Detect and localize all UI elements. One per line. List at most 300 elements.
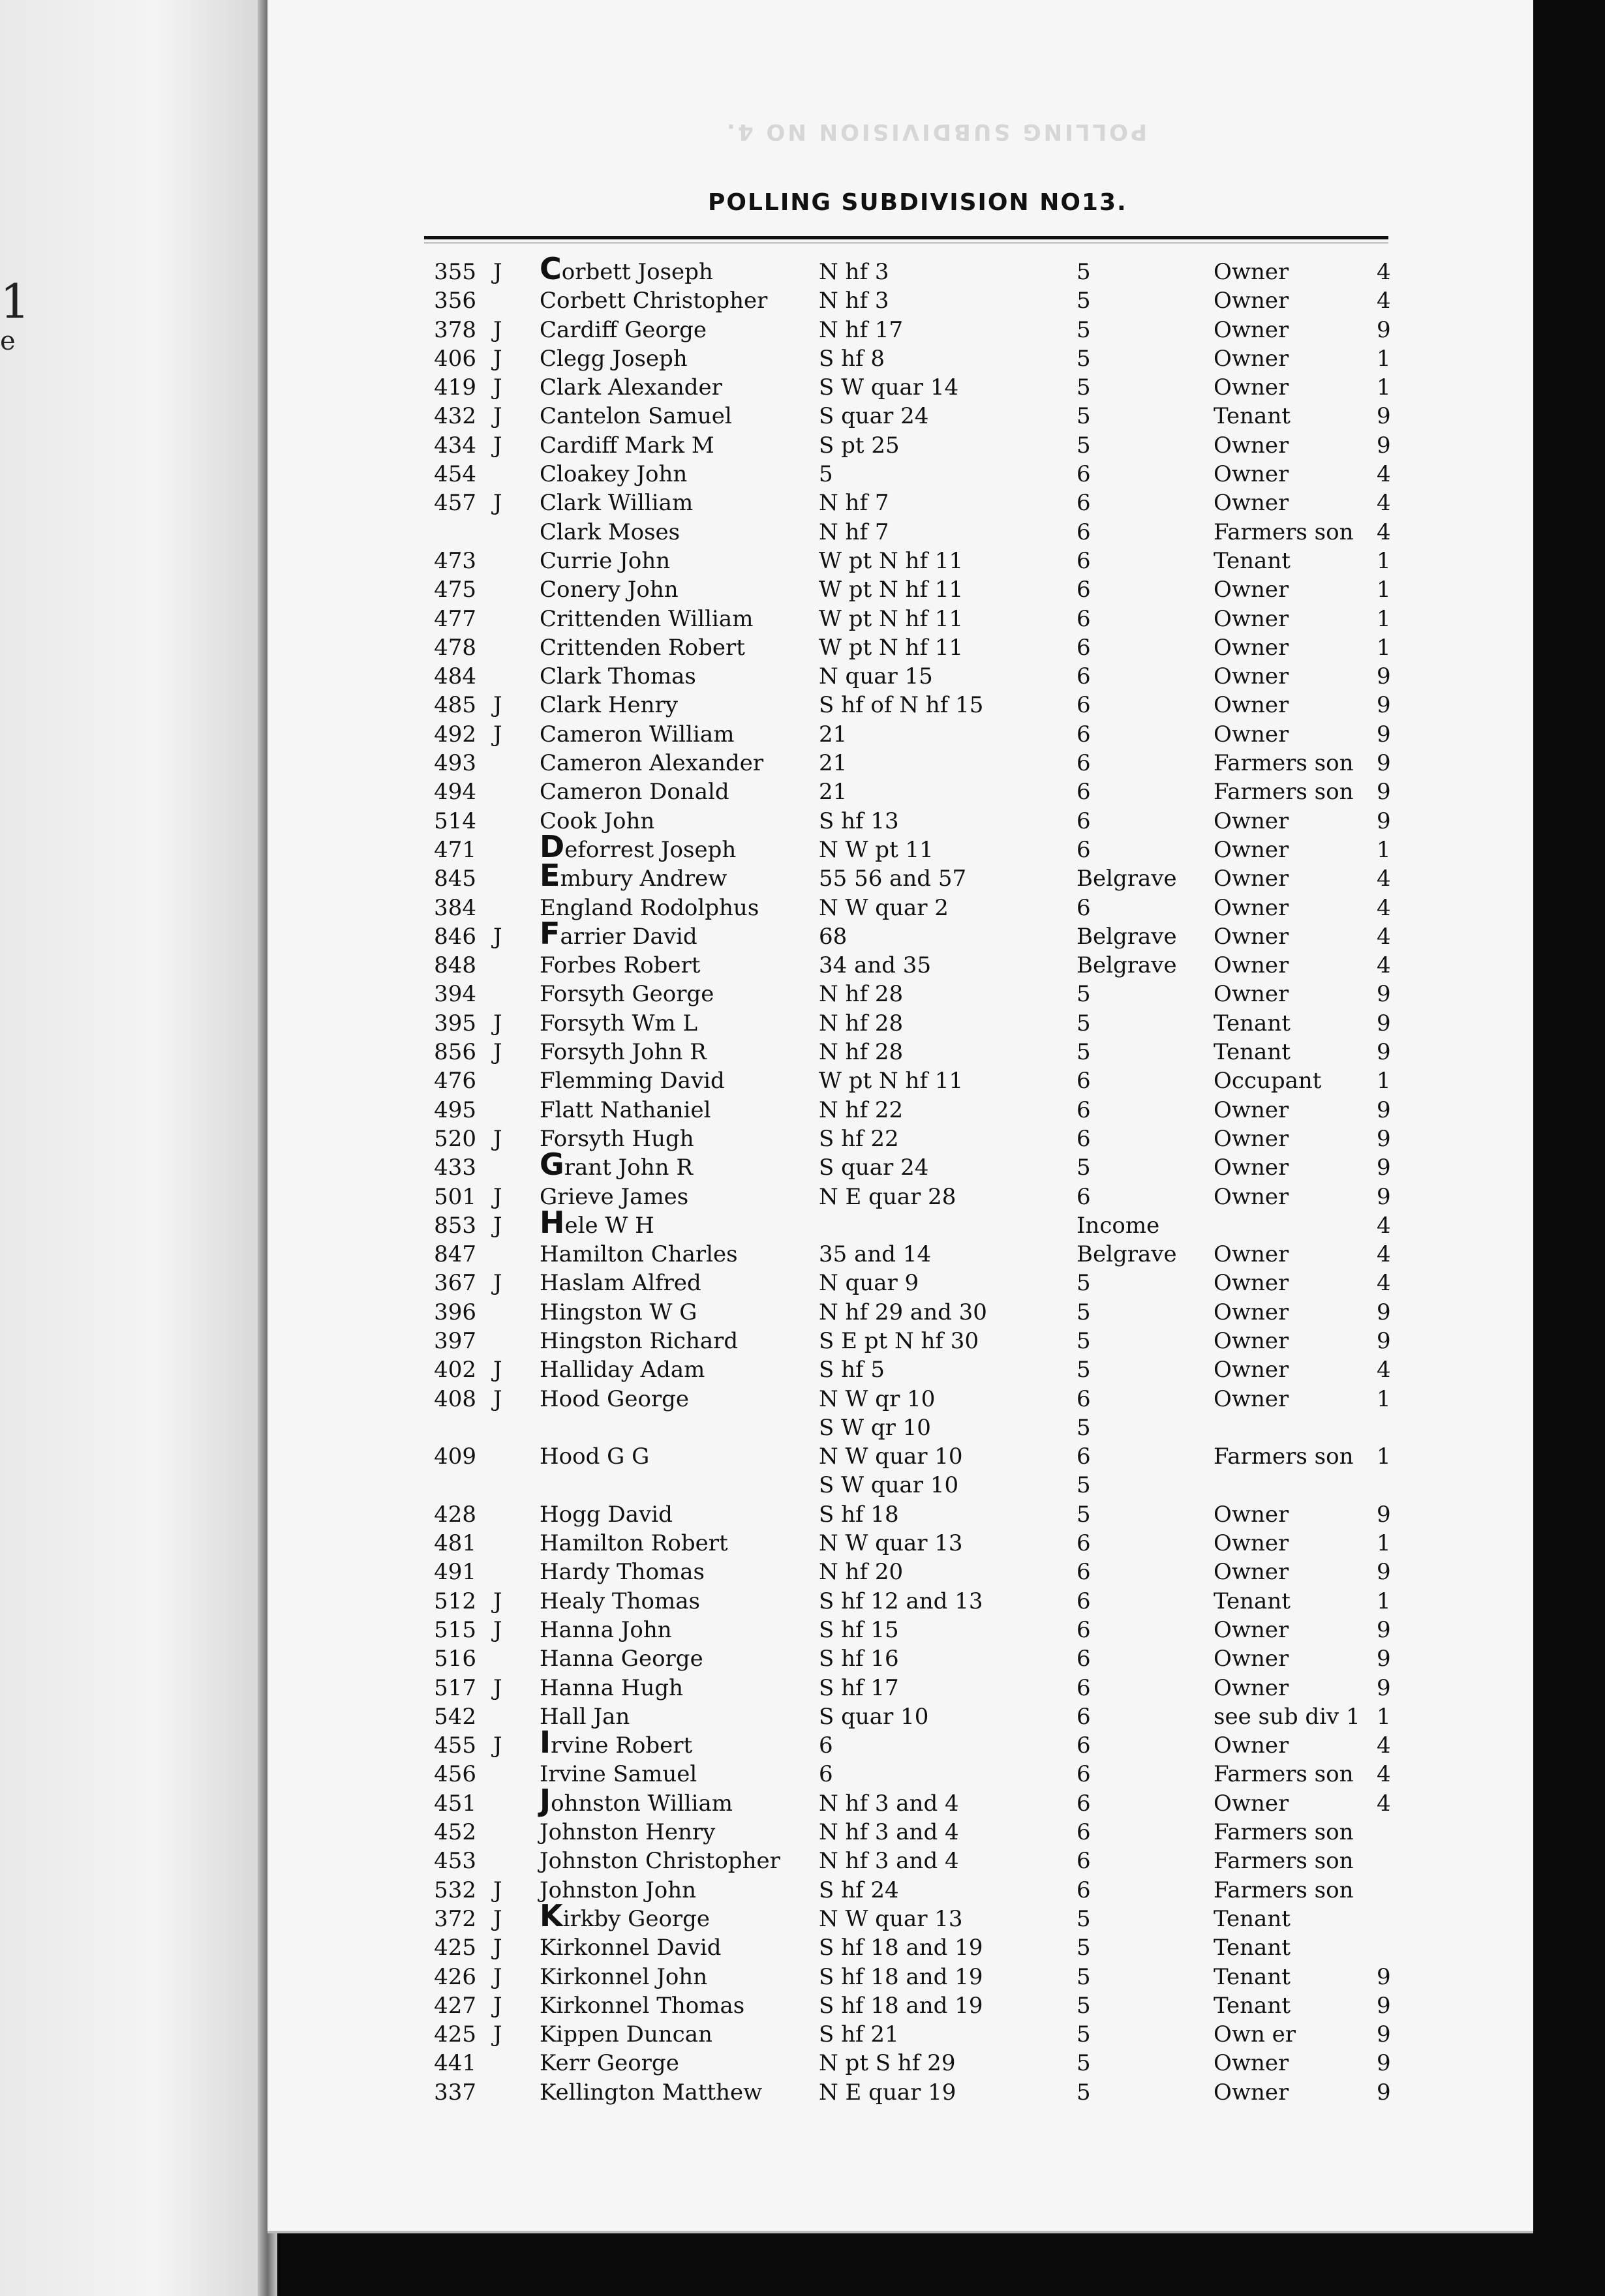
qualification: Owner [1214,663,1289,690]
voter-name: Cantelon Samuel [540,403,732,430]
voter-row [0,1587,1605,1616]
voter-number: 847 [434,1241,476,1268]
qualification: Farmers son [1214,1761,1354,1788]
class-code: 4 [1377,1732,1391,1759]
class-code: 1 [1377,1703,1391,1730]
concession: 6 [1077,1761,1091,1788]
voter-number: 495 [434,1096,476,1123]
qualification: Owner [1214,1299,1289,1325]
concession: 6 [1077,721,1091,748]
voter-number: 517 [434,1674,476,1701]
concession: 6 [1077,1877,1091,1903]
class-code: 4 [1377,259,1391,285]
class-code: 4 [1377,1212,1391,1239]
voter-name [540,858,727,894]
class-code: 1 [1377,374,1391,401]
lot-description: 21 [819,721,848,748]
qualification: Owner [1214,374,1289,401]
lot-description: N E quar 28 [819,1183,956,1210]
voter-number: 456 [434,1761,476,1788]
lot-description: N hf 7 [819,490,889,517]
lot-description: S hf 15 [819,1616,899,1643]
class-code: 4 [1377,923,1391,950]
concession: Income [1077,1212,1160,1239]
qualification: Owner [1214,1674,1289,1701]
voter-name: Clark Thomas [540,663,696,690]
voter-row [0,431,1605,460]
juror-mark: J [493,1905,502,1932]
qualification: Farmers son [1214,779,1354,806]
voter-row [0,1355,1605,1384]
voter-row [0,1442,1605,1471]
voter-number: 478 [434,634,476,661]
concession: 6 [1077,605,1091,632]
lot-description: W pt N hf 11 [819,605,964,632]
lot-description: 6 [819,1761,833,1788]
concession: 6 [1077,1385,1091,1412]
voter-row [0,605,1605,633]
lot-description: 5 [819,461,833,488]
qualification: Owner [1214,1646,1289,1672]
class-code: 9 [1377,2079,1391,2106]
concession: 6 [1077,1790,1091,1817]
concession: 6 [1077,1819,1091,1846]
voter-row [0,518,1605,547]
voter-number: 451 [434,1790,476,1817]
voter-name: Halliday Adam [540,1357,705,1383]
concession: 6 [1077,634,1091,661]
concession: 5 [1077,432,1091,459]
voter-row [0,489,1605,517]
juror-mark: J [493,1039,502,1066]
initial-letter: H [540,1204,565,1240]
qualification: Owner [1214,490,1289,517]
juror-mark: J [493,1935,502,1961]
qualification: Owner [1214,577,1289,603]
lot-description: S hf 18 and 19 [819,1992,983,2019]
class-code: 9 [1377,1616,1391,1643]
voter-number: 432 [434,403,476,430]
voter-row [0,1782,1605,1818]
voter-row [0,575,1605,604]
voter-name [540,251,713,286]
initial-letter: C [540,251,562,286]
voter-number: 384 [434,894,476,921]
juror-mark: J [493,923,502,950]
voter-row [0,1298,1605,1327]
class-code: 9 [1377,692,1391,719]
voter-number: 532 [434,1877,476,1903]
concession: 6 [1077,1125,1091,1152]
lot-description: 6 [819,1732,833,1759]
voter-row [0,373,1605,402]
class-code: 9 [1377,1992,1391,2019]
class-code: 9 [1377,1327,1391,1354]
lot-description: 55 56 and 57 [819,866,967,892]
class-code: 4 [1377,1241,1391,1268]
lot-description: N hf 28 [819,981,904,1008]
voter-row [0,980,1605,1008]
voter-name-rest: arrier David [560,923,697,950]
voter-row [0,662,1605,691]
voter-number: 367 [434,1270,476,1297]
juror-mark: J [493,1125,502,1152]
voter-name-rest: eforrest Joseph [564,836,737,863]
concession: 6 [1077,1674,1091,1701]
qualification: Tenant [1214,547,1291,574]
qualification: Owner [1214,1501,1289,1528]
voter-row [0,2078,1605,2107]
voter-number: 471 [434,836,476,863]
qualification: Owner [1214,1616,1289,1643]
qualification: Owner [1214,1732,1289,1759]
voter-row [0,1702,1605,1731]
voter-name: Kerr George [540,2050,679,2077]
lot-description: N hf 17 [819,316,904,343]
lot-description: S hf 22 [819,1125,899,1152]
juror-mark: J [493,432,502,459]
class-code: 1 [1377,547,1391,574]
voter-row [0,749,1605,778]
class-code: 4 [1377,866,1391,892]
voter-number: 493 [434,750,476,777]
qualification: Owner [1214,1530,1289,1557]
voter-name: Clegg Joseph [540,345,688,372]
class-code: 9 [1377,1299,1391,1325]
juror-mark: J [493,1616,502,1643]
lot-description: N hf 3 and 4 [819,1790,959,1817]
lot-description: S W qr 10 [819,1414,931,1441]
qualification: Owner [1214,1155,1289,1181]
juror-mark: J [493,1212,502,1239]
qualification: Owner [1214,952,1289,979]
voter-name: Cardiff Mark M [540,432,714,459]
voter-number: 491 [434,1559,476,1586]
class-code: 9 [1377,808,1391,834]
concession: Belgrave [1077,923,1177,950]
voter-name: Hall Jan [540,1703,630,1730]
qualification: Owner [1214,1183,1289,1210]
qualification: Owner [1214,634,1289,661]
class-code: 9 [1377,721,1391,748]
voter-row [0,1558,1605,1586]
voter-name: Cook John [540,808,655,834]
voter-name: Forbes Robert [540,952,701,979]
qualification: Farmers son [1214,1877,1354,1903]
voter-row [0,828,1605,864]
lot-description: S hf 5 [819,1357,885,1383]
voter-row [0,2049,1605,2077]
qualification: Owner [1214,605,1289,632]
voter-row [0,1096,1605,1125]
concession: 5 [1077,1155,1091,1181]
concession: 6 [1077,894,1091,921]
lot-description: S hf 21 [819,2021,899,2048]
voter-row [0,778,1605,806]
voter-row [0,1413,1605,1442]
juror-mark: J [493,1588,502,1614]
voter-number: 396 [434,1299,476,1325]
lot-description: S W quar 14 [819,374,959,401]
qualification: Farmers son [1214,1848,1354,1875]
voter-row [0,1038,1605,1066]
qualification: Owner [1214,923,1289,950]
initial-letter: I [540,1725,551,1760]
concession: 5 [1077,1963,1091,1990]
voter-name: Irvine Samuel [540,1761,697,1788]
voter-name: Hamilton Robert [540,1530,728,1557]
voter-row [0,1147,1605,1183]
voter-row [0,1066,1605,1095]
initial-letter: J [540,1782,551,1818]
class-code: 9 [1377,1155,1391,1181]
voter-number: 520 [434,1125,476,1152]
voter-number: 514 [434,808,476,834]
voter-name: Clark William [540,490,694,517]
qualification: Owner [1214,836,1289,863]
concession: 6 [1077,1068,1091,1095]
concession: 6 [1077,547,1091,574]
concession: 6 [1077,519,1091,545]
initial-letter: D [540,828,565,864]
concession: 5 [1077,1039,1091,1066]
voter-number: 516 [434,1646,476,1672]
initial-letter: F [540,915,560,951]
class-code: 1 [1377,836,1391,863]
concession: 6 [1077,1559,1091,1586]
voter-row [0,2020,1605,2049]
qualification: Tenant [1214,1010,1291,1036]
concession: 5 [1077,1299,1091,1325]
concession: 6 [1077,692,1091,719]
qualification: Owner [1214,721,1289,748]
concession: 6 [1077,577,1091,603]
lot-description: N W quar 13 [819,1530,963,1557]
juror-mark: J [493,1270,502,1297]
lot-description: S quar 10 [819,1703,929,1730]
juror-mark: J [493,692,502,719]
lot-description: 68 [819,923,848,950]
concession: 5 [1077,1501,1091,1528]
class-code: 1 [1377,1385,1391,1412]
voter-list [0,251,1605,2107]
voter-number: 378 [434,316,476,343]
lot-description: N hf 3 [819,288,889,314]
voter-number: 402 [434,1357,476,1383]
voter-row [0,1616,1605,1644]
lot-description: S hf 18 [819,1501,899,1528]
voter-number: 515 [434,1616,476,1643]
lot-description: N W quar 13 [819,1905,963,1932]
voter-name: Forsyth Wm L [540,1010,698,1036]
qualification: Owner [1214,1270,1289,1297]
voter-name: Healy Thomas [540,1588,700,1614]
voter-number: 452 [434,1819,476,1846]
qualification: Tenant [1214,1039,1291,1066]
class-code: 4 [1377,461,1391,488]
voter-row [0,1644,1605,1673]
voter-number: 476 [434,1068,476,1095]
voter-number: 475 [434,577,476,603]
concession: 6 [1077,461,1091,488]
lot-description: N hf 3 and 4 [819,1848,959,1875]
voter-number: 406 [434,345,476,372]
class-code: 9 [1377,779,1391,806]
voter-name: Hanna Hugh [540,1674,684,1701]
initial-letter: K [540,1897,563,1933]
voter-number: 441 [434,2050,476,2077]
qualification: Owner [1214,808,1289,834]
voter-number: 425 [434,2021,476,2048]
voter-row [0,1674,1605,1702]
voter-row [0,1009,1605,1038]
voter-name: Hood George [540,1385,690,1412]
class-code: 4 [1377,288,1391,314]
qualification: Owner [1214,316,1289,343]
voter-number: 485 [434,692,476,719]
juror-mark: J [493,1183,502,1210]
voter-number: 433 [434,1155,476,1181]
lot-description: S hf 16 [819,1646,899,1672]
voter-name: Forsyth George [540,981,714,1008]
class-code: 9 [1377,1646,1391,1672]
lot-description: W pt N hf 11 [819,1068,964,1095]
qualification: Own er [1214,2021,1296,2048]
class-code: 4 [1377,490,1391,517]
voter-row [0,633,1605,662]
class-code: 4 [1377,952,1391,979]
qualification: Owner [1214,1357,1289,1383]
concession: 5 [1077,345,1091,372]
voter-name: Hingston W G [540,1299,697,1325]
lot-description: N W qr 10 [819,1385,936,1412]
voter-name [540,1725,693,1760]
lot-description: N hf 28 [819,1039,904,1066]
concession: 5 [1077,259,1091,285]
voter-name: Cameron Alexander [540,750,764,777]
voter-name: Crittenden Robert [540,634,745,661]
lot-description: N hf 7 [819,519,889,545]
juror-mark: J [493,374,502,401]
qualification: Owner [1214,288,1289,314]
voter-row [0,1240,1605,1269]
class-code: 4 [1377,1270,1391,1297]
voter-name-rest: ele W H [564,1212,654,1239]
voter-name: Conery John [540,577,679,603]
qualification: Owner [1214,259,1289,285]
voter-name: Johnston Christopher [540,1848,780,1875]
lot-description: S hf 13 [819,808,899,834]
lot-description: N E quar 19 [819,2079,956,2106]
concession: 5 [1077,2021,1091,2048]
lot-description: S hf 24 [819,1877,899,1903]
voter-number: 455 [434,1732,476,1759]
concession: 6 [1077,1096,1091,1123]
lot-description: S quar 24 [819,1155,929,1181]
concession: 5 [1077,1357,1091,1383]
voter-number: 428 [434,1501,476,1528]
voter-name: Hanna George [540,1646,703,1672]
lot-description: 21 [819,779,848,806]
voter-number: 453 [434,1848,476,1875]
concession: 6 [1077,663,1091,690]
voter-name: Clark Henry [540,692,678,719]
juror-mark: J [493,721,502,748]
qualification: Owner [1214,461,1289,488]
qualification: Owner [1214,1790,1289,1817]
qualification: Owner [1214,981,1289,1008]
concession: 6 [1077,808,1091,834]
voter-name: Hingston Richard [540,1327,739,1354]
voter-number: 394 [434,981,476,1008]
class-code: 1 [1377,1530,1391,1557]
voter-name: Johnston John [540,1877,697,1903]
juror-mark: J [493,403,502,430]
qualification: Tenant [1214,1935,1291,1961]
voter-number: 853 [434,1212,476,1239]
lot-description: S hf of N hf 15 [819,692,984,719]
voter-name: Flatt Nathaniel [540,1096,711,1123]
juror-mark: J [493,1963,502,1990]
qualification: Tenant [1214,403,1291,430]
qualification: Tenant [1214,1992,1291,2019]
voter-number: 454 [434,461,476,488]
juror-mark: J [493,1992,502,2019]
juror-mark: J [493,345,502,372]
voter-row [0,807,1605,836]
concession: 5 [1077,1935,1091,1961]
voter-number: 494 [434,779,476,806]
lot-description: N pt S hf 29 [819,2050,956,2077]
voter-row [0,915,1605,951]
bleed-through-heading: POLLING SUBDIVISION NO 4. [724,119,1147,145]
voter-name: Cameron Donald [540,779,729,806]
concession: 6 [1077,1530,1091,1557]
juror-mark: J [493,1385,502,1412]
concession: 5 [1077,1010,1091,1036]
voter-row [0,1725,1605,1760]
voter-name: Hood G G [540,1443,650,1470]
class-code: 9 [1377,1039,1391,1066]
lot-description: S E pt N hf 30 [819,1327,979,1354]
facing-page-mark-2: e [0,326,16,356]
qualification: Owner [1214,345,1289,372]
voter-row [0,1876,1605,1905]
voter-row [0,1500,1605,1529]
concession: 5 [1077,316,1091,343]
voter-name-rest: rant John R [564,1155,693,1181]
voter-name: Clark Alexander [540,374,722,401]
juror-mark: J [493,1732,502,1759]
voter-row [0,1204,1605,1240]
voter-name: Corbett Christopher [540,288,768,314]
voter-name: Hardy Thomas [540,1559,705,1586]
voter-row [0,858,1605,894]
voter-row [0,1897,1605,1933]
voter-number: 501 [434,1183,476,1210]
class-code: 9 [1377,316,1391,343]
voter-name: Flemming David [540,1068,725,1095]
class-code: 1 [1377,1443,1391,1470]
concession: 5 [1077,374,1091,401]
voter-row [0,1933,1605,1962]
class-code: 1 [1377,634,1391,661]
concession: 6 [1077,779,1091,806]
voter-row [0,286,1605,315]
class-code: 9 [1377,1183,1391,1210]
voter-name [540,1147,693,1183]
voter-row [0,1327,1605,1355]
